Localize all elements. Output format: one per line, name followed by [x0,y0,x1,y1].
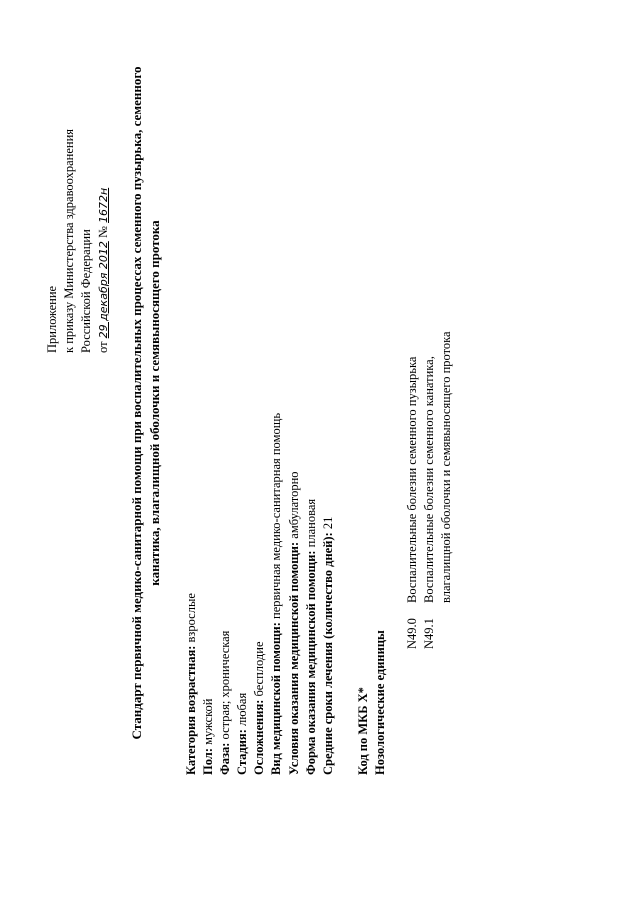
document-title [128,13,164,793]
icd-code-header: Код по МКБ X* [356,687,370,775]
icd-description: Воспалительные болезни семенного канатика, влагалищной оболочки и семявыносящего протока [422,331,453,603]
appendix-block [44,129,112,353]
from-prefix: от [96,341,110,353]
icd-row [404,283,421,649]
appendix-line-2: к приказу Министерства здравоохранения [62,128,76,353]
number-prefix: № [96,226,110,239]
param-sex: Пол: мужской [201,698,216,775]
appendix-line-3: Российской Федерации [79,229,93,353]
icd-code: N49.0 [405,618,419,649]
param-age-category: Категория возрастная: взрослые [184,593,198,775]
icd-code: N49.1 [422,618,436,649]
handwritten-number: 1672н [97,187,110,223]
param-stage: Стадия: любая [235,692,250,775]
param-care-conditions: Условия оказания медицинской помощи: амбулаторно [286,471,301,775]
title-line-1: Стандарт первичной медико-санитарной помощи при воспалительных процессах семенного пузырька, семенного [129,66,144,740]
parameters-list [183,413,337,775]
icd-table [404,283,455,649]
appendix-date-line [95,129,112,353]
icd-description: Воспалительные болезни семенного пузырька [405,356,419,603]
appendix-line-1: Приложение [45,285,59,353]
title-line-2: канатика, влагалищной оболочки и семявыносящего протока [147,220,162,586]
icd-row [421,283,455,649]
nosology-header: Нозологические единицы [373,630,387,775]
param-care-type: Вид медицинской помощи: первичная медико-санитарная помощь [269,412,284,775]
param-complications: Осложнения: бесплодие [252,641,267,775]
param-treatment-duration: Средние сроки лечения (количество дней): 21 [320,516,335,775]
param-care-form: Форма оказания медицинской помощи: плановая [303,498,318,775]
icd-headers [355,630,389,775]
param-phase: Фаза: острая; хроническая [218,630,233,775]
handwritten-date: 29 декабря 2012 [97,241,110,339]
